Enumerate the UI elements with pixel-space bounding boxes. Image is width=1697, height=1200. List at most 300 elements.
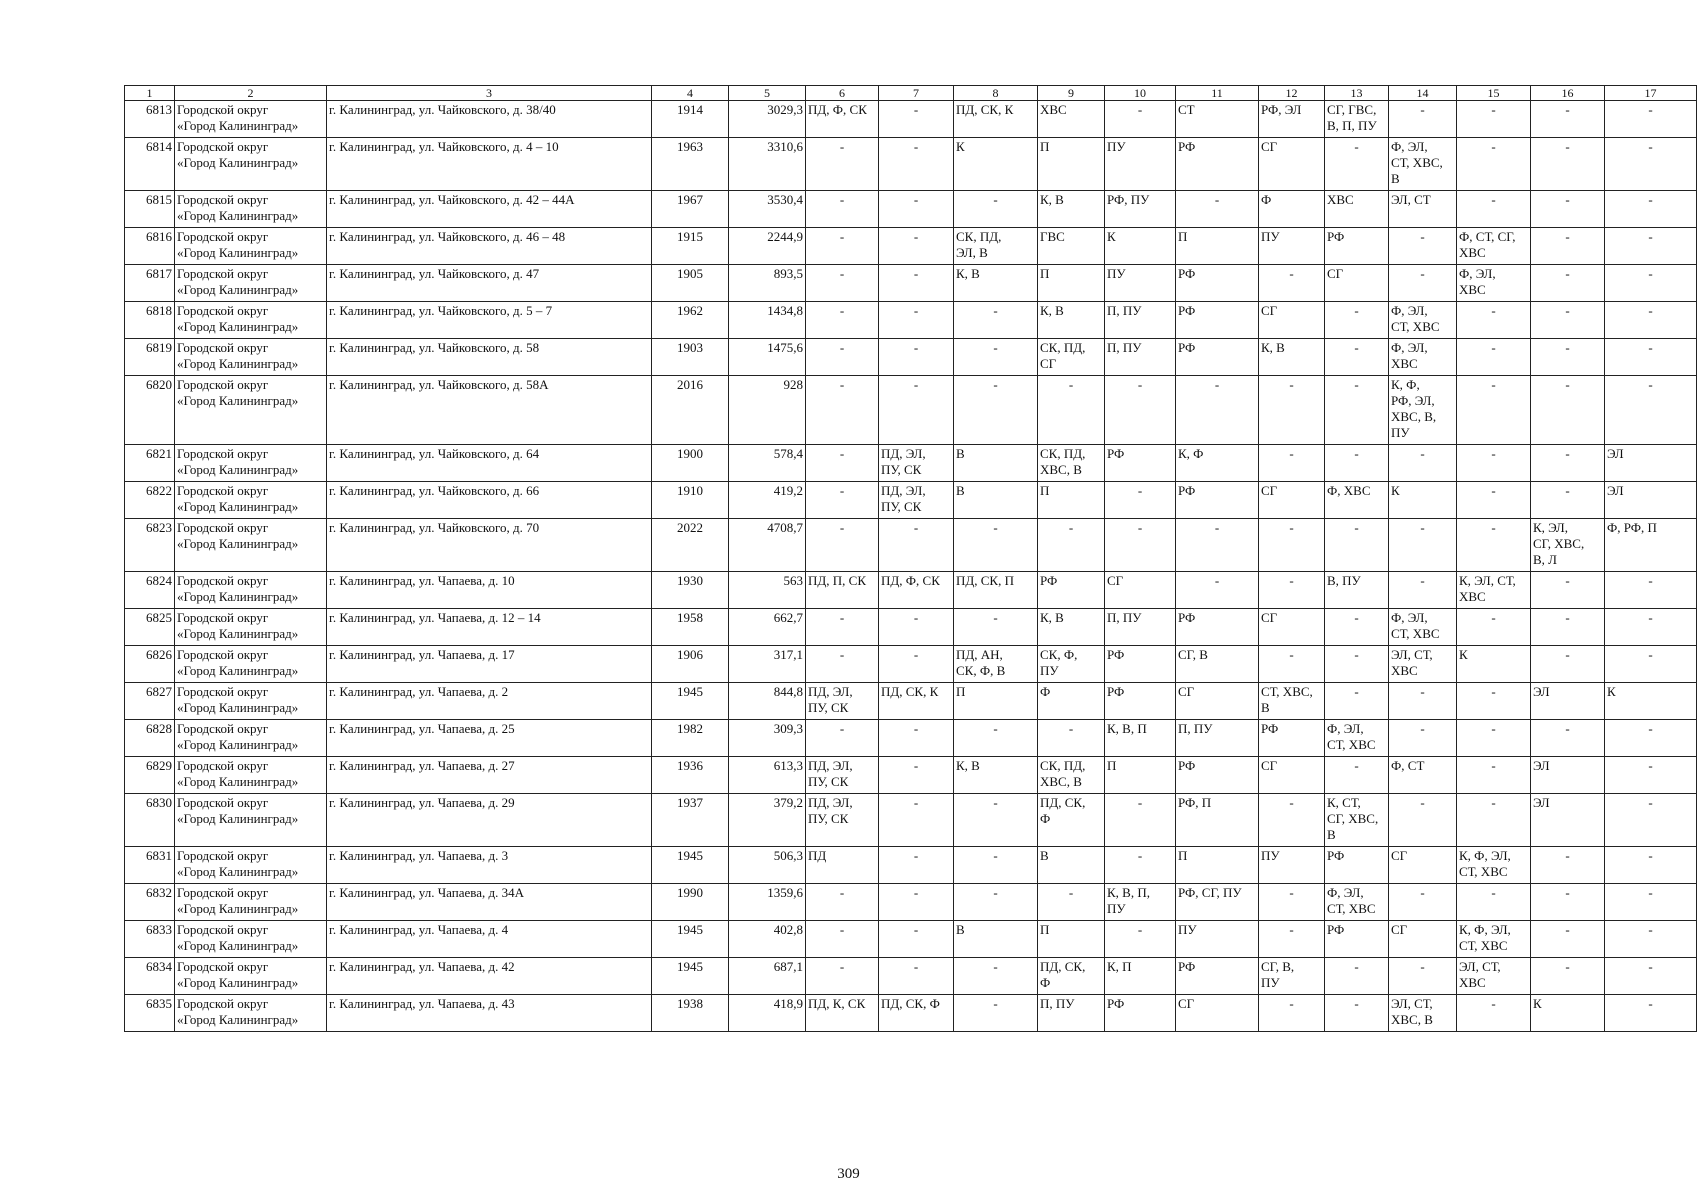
address-cell: г. Калининград, ул. Чапаева, д. 2: [327, 683, 652, 720]
work-code-cell-col14: -: [1389, 572, 1457, 609]
work-code-cell-col6: -: [806, 482, 879, 519]
work-code-cell-col8: К, В: [954, 757, 1038, 794]
work-code-cell-col12: СГ: [1259, 757, 1325, 794]
area-cell: 1434,8: [729, 302, 806, 339]
work-code-cell-col9: ГВС: [1038, 228, 1105, 265]
municipality-cell: Городской округ «Город Калининград»: [175, 884, 327, 921]
work-code-cell-col8: К, В: [954, 265, 1038, 302]
work-code-cell-col11: П: [1176, 847, 1259, 884]
work-code-cell-col8: ПД, АН, СК, Ф, В: [954, 646, 1038, 683]
work-code-cell-col14: -: [1389, 445, 1457, 482]
work-code-cell-col13: -: [1325, 339, 1389, 376]
work-code-cell-col12: СГ: [1259, 138, 1325, 191]
work-code-cell-col11: СГ: [1176, 995, 1259, 1032]
work-code-cell-col17: -: [1605, 757, 1697, 794]
work-code-cell-col6: -: [806, 265, 879, 302]
work-code-cell-col7: -: [879, 921, 954, 958]
work-code-cell-col10: П, ПУ: [1105, 609, 1176, 646]
work-code-cell-col16: -: [1531, 884, 1605, 921]
work-code-cell-col9: П: [1038, 921, 1105, 958]
work-code-cell-col11: РФ, П: [1176, 794, 1259, 847]
address-cell: г. Калининград, ул. Чайковского, д. 47: [327, 265, 652, 302]
work-code-cell-col7: ПД, Ф, СК: [879, 572, 954, 609]
municipality-cell: Городской округ «Город Калининград»: [175, 302, 327, 339]
address-cell: г. Калининград, ул. Чапаева, д. 10: [327, 572, 652, 609]
work-code-cell-col12: СГ: [1259, 609, 1325, 646]
address-cell: г. Калининград, ул. Чайковского, д. 64: [327, 445, 652, 482]
work-code-cell-col7: -: [879, 609, 954, 646]
year-cell: 1962: [652, 302, 729, 339]
work-code-cell-col11: ПУ: [1176, 921, 1259, 958]
work-code-cell-col16: ЭЛ: [1531, 757, 1605, 794]
year-cell: 1914: [652, 101, 729, 138]
work-code-cell-col11: РФ: [1176, 609, 1259, 646]
area-cell: 687,1: [729, 958, 806, 995]
area-cell: 844,8: [729, 683, 806, 720]
work-code-cell-col11: РФ: [1176, 265, 1259, 302]
work-code-cell-col13: -: [1325, 646, 1389, 683]
address-cell: г. Калининград, ул. Чайковского, д. 4 – 10: [327, 138, 652, 191]
table-row: [125, 995, 1697, 1032]
area-cell: 2244,9: [729, 228, 806, 265]
work-code-cell-col6: -: [806, 921, 879, 958]
work-code-cell-col6: -: [806, 720, 879, 757]
work-code-cell-col17: -: [1605, 609, 1697, 646]
work-code-cell-col17: -: [1605, 339, 1697, 376]
address-cell: г. Калининград, ул. Чайковского, д. 46 – 48: [327, 228, 652, 265]
work-code-cell-col10: -: [1105, 847, 1176, 884]
column-header-10: 10: [1105, 86, 1176, 101]
row-number-cell: 6828: [125, 720, 175, 757]
year-cell: 1945: [652, 683, 729, 720]
work-code-cell-col10: -: [1105, 482, 1176, 519]
work-code-cell-col13: РФ: [1325, 228, 1389, 265]
column-header-17: 17: [1605, 86, 1697, 101]
work-code-cell-col17: -: [1605, 958, 1697, 995]
municipality-cell: Городской округ «Город Калининград»: [175, 609, 327, 646]
work-code-cell-col16: ЭЛ: [1531, 794, 1605, 847]
row-number-cell: 6831: [125, 847, 175, 884]
work-code-cell-col16: -: [1531, 646, 1605, 683]
work-code-cell-col11: -: [1176, 191, 1259, 228]
year-cell: 1936: [652, 757, 729, 794]
work-code-cell-col9: РФ: [1038, 572, 1105, 609]
municipality-cell: Городской округ «Город Калининград»: [175, 519, 327, 572]
work-code-cell-col17: -: [1605, 228, 1697, 265]
work-code-cell-col16: -: [1531, 720, 1605, 757]
work-code-cell-col8: В: [954, 921, 1038, 958]
work-code-cell-col16: -: [1531, 958, 1605, 995]
municipality-cell: Городской округ «Город Калининград»: [175, 228, 327, 265]
work-code-cell-col17: -: [1605, 101, 1697, 138]
column-header-6: 6: [806, 86, 879, 101]
work-code-cell-col12: -: [1259, 572, 1325, 609]
year-cell: 1990: [652, 884, 729, 921]
column-header-16: 16: [1531, 86, 1605, 101]
row-number-cell: 6815: [125, 191, 175, 228]
area-cell: 418,9: [729, 995, 806, 1032]
row-number-cell: 6814: [125, 138, 175, 191]
work-code-cell-col14: -: [1389, 228, 1457, 265]
work-code-cell-col12: СТ, ХВС, В: [1259, 683, 1325, 720]
row-number-cell: 6817: [125, 265, 175, 302]
table-row: [125, 921, 1697, 958]
work-code-cell-col13: В, ПУ: [1325, 572, 1389, 609]
table-row: [125, 884, 1697, 921]
work-code-cell-col12: РФ, ЭЛ: [1259, 101, 1325, 138]
municipality-cell: Городской округ «Город Калининград»: [175, 191, 327, 228]
work-code-cell-col17: -: [1605, 302, 1697, 339]
work-code-cell-col14: Ф, СТ: [1389, 757, 1457, 794]
work-code-cell-col9: -: [1038, 376, 1105, 445]
year-cell: 1930: [652, 572, 729, 609]
table-row: [125, 101, 1697, 138]
work-code-cell-col7: ПД, ЭЛ, ПУ, СК: [879, 482, 954, 519]
table-row: [125, 265, 1697, 302]
work-code-cell-col12: -: [1259, 519, 1325, 572]
municipality-cell: Городской округ «Город Калининград»: [175, 683, 327, 720]
work-code-cell-col15: -: [1457, 683, 1531, 720]
municipality-cell: Городской округ «Город Калининград»: [175, 572, 327, 609]
area-cell: 317,1: [729, 646, 806, 683]
work-code-cell-col9: ПД, СК, Ф: [1038, 794, 1105, 847]
work-code-cell-col8: -: [954, 609, 1038, 646]
work-code-cell-col15: -: [1457, 884, 1531, 921]
work-code-cell-col9: В: [1038, 847, 1105, 884]
work-code-cell-col13: -: [1325, 757, 1389, 794]
column-header-11: 11: [1176, 86, 1259, 101]
work-code-cell-col12: СГ: [1259, 302, 1325, 339]
work-code-cell-col11: РФ: [1176, 302, 1259, 339]
work-code-cell-col16: -: [1531, 609, 1605, 646]
work-code-cell-col9: П: [1038, 482, 1105, 519]
work-code-cell-col13: -: [1325, 958, 1389, 995]
work-code-cell-col9: СК, ПД, СГ: [1038, 339, 1105, 376]
work-code-cell-col17: -: [1605, 572, 1697, 609]
work-code-cell-col7: -: [879, 376, 954, 445]
work-code-cell-col17: К: [1605, 683, 1697, 720]
table-row: [125, 958, 1697, 995]
table-header-row: [125, 86, 1697, 101]
work-code-cell-col15: -: [1457, 482, 1531, 519]
work-code-cell-col15: ЭЛ, СТ, ХВС: [1457, 958, 1531, 995]
work-code-cell-col6: ПД, ЭЛ, ПУ, СК: [806, 794, 879, 847]
work-code-cell-col8: -: [954, 191, 1038, 228]
work-code-cell-col16: К: [1531, 995, 1605, 1032]
table-row: [125, 720, 1697, 757]
row-number-cell: 6830: [125, 794, 175, 847]
column-header-9: 9: [1038, 86, 1105, 101]
work-code-cell-col9: СК, Ф, ПУ: [1038, 646, 1105, 683]
work-code-cell-col8: -: [954, 847, 1038, 884]
page-number: 309: [837, 1166, 860, 1182]
area-cell: 1475,6: [729, 339, 806, 376]
table-row: [125, 794, 1697, 847]
area-cell: 3310,6: [729, 138, 806, 191]
address-cell: г. Калининград, ул. Чайковского, д. 38/40: [327, 101, 652, 138]
work-code-cell-col10: РФ: [1105, 995, 1176, 1032]
year-cell: 2022: [652, 519, 729, 572]
work-code-cell-col6: -: [806, 339, 879, 376]
year-cell: 1900: [652, 445, 729, 482]
address-cell: г. Калининград, ул. Чайковского, д. 5 – 7: [327, 302, 652, 339]
year-cell: 1903: [652, 339, 729, 376]
work-code-cell-col12: -: [1259, 646, 1325, 683]
work-code-cell-col9: П: [1038, 265, 1105, 302]
municipality-cell: Городской округ «Город Калининград»: [175, 720, 327, 757]
address-cell: г. Калининград, ул. Чапаева, д. 27: [327, 757, 652, 794]
work-code-cell-col10: К, П: [1105, 958, 1176, 995]
work-code-cell-col16: -: [1531, 228, 1605, 265]
work-code-cell-col13: РФ: [1325, 847, 1389, 884]
municipality-cell: Городской округ «Город Калининград»: [175, 339, 327, 376]
work-code-cell-col9: СК, ПД, ХВС, В: [1038, 445, 1105, 482]
work-code-cell-col10: П, ПУ: [1105, 339, 1176, 376]
work-code-cell-col13: Ф, ЭЛ, СТ, ХВС: [1325, 720, 1389, 757]
work-code-cell-col14: -: [1389, 720, 1457, 757]
work-code-cell-col17: Ф, РФ, П: [1605, 519, 1697, 572]
work-code-cell-col15: -: [1457, 995, 1531, 1032]
area-cell: 4708,7: [729, 519, 806, 572]
row-number-cell: 6833: [125, 921, 175, 958]
address-cell: г. Калининград, ул. Чапаева, д. 25: [327, 720, 652, 757]
row-number-cell: 6835: [125, 995, 175, 1032]
work-code-cell-col6: -: [806, 228, 879, 265]
work-code-cell-col7: -: [879, 302, 954, 339]
work-code-cell-col8: -: [954, 995, 1038, 1032]
work-code-cell-col6: -: [806, 191, 879, 228]
work-code-cell-col14: ЭЛ, СТ, ХВС, В: [1389, 995, 1457, 1032]
work-code-cell-col8: -: [954, 519, 1038, 572]
column-header-4: 4: [652, 86, 729, 101]
work-code-cell-col11: РФ: [1176, 138, 1259, 191]
work-code-cell-col15: -: [1457, 794, 1531, 847]
work-code-cell-col7: -: [879, 228, 954, 265]
work-code-cell-col9: Ф: [1038, 683, 1105, 720]
municipality-cell: Городской округ «Город Калининград»: [175, 376, 327, 445]
municipality-cell: Городской округ «Город Калининград»: [175, 138, 327, 191]
work-code-cell-col15: -: [1457, 757, 1531, 794]
work-code-cell-col12: -: [1259, 921, 1325, 958]
table-row: [125, 572, 1697, 609]
work-code-cell-col6: ПД, К, СК: [806, 995, 879, 1032]
work-code-cell-col13: -: [1325, 683, 1389, 720]
work-code-cell-col13: -: [1325, 138, 1389, 191]
work-code-cell-col11: РФ: [1176, 958, 1259, 995]
work-code-cell-col11: РФ: [1176, 339, 1259, 376]
work-code-cell-col17: -: [1605, 794, 1697, 847]
work-code-cell-col13: К, СТ, СГ, ХВС, В: [1325, 794, 1389, 847]
column-header-15: 15: [1457, 86, 1531, 101]
work-code-cell-col7: ПД, СК, К: [879, 683, 954, 720]
area-cell: 928: [729, 376, 806, 445]
work-code-cell-col12: СГ: [1259, 482, 1325, 519]
work-code-cell-col16: -: [1531, 302, 1605, 339]
work-code-cell-col14: Ф, ЭЛ, СТ, ХВС, В: [1389, 138, 1457, 191]
work-code-cell-col8: -: [954, 302, 1038, 339]
work-code-cell-col15: К, Ф, ЭЛ, СТ, ХВС: [1457, 847, 1531, 884]
address-cell: г. Калининград, ул. Чайковского, д. 58А: [327, 376, 652, 445]
table-row: [125, 339, 1697, 376]
table-row: [125, 302, 1697, 339]
work-code-cell-col16: -: [1531, 101, 1605, 138]
work-code-cell-col9: -: [1038, 884, 1105, 921]
table-row: [125, 228, 1697, 265]
work-code-cell-col15: -: [1457, 376, 1531, 445]
work-code-cell-col7: -: [879, 519, 954, 572]
work-code-cell-col16: -: [1531, 138, 1605, 191]
area-cell: 662,7: [729, 609, 806, 646]
work-code-cell-col17: -: [1605, 138, 1697, 191]
work-code-cell-col15: -: [1457, 339, 1531, 376]
table-row: [125, 646, 1697, 683]
work-code-cell-col12: -: [1259, 445, 1325, 482]
work-code-cell-col12: -: [1259, 794, 1325, 847]
row-number-cell: 6823: [125, 519, 175, 572]
area-cell: 563: [729, 572, 806, 609]
work-code-cell-col9: ПД, СК, Ф: [1038, 958, 1105, 995]
municipality-cell: Городской округ «Город Калининград»: [175, 646, 327, 683]
table-body: [125, 101, 1697, 1032]
municipality-cell: Городской округ «Город Калининград»: [175, 794, 327, 847]
work-code-cell-col16: -: [1531, 921, 1605, 958]
area-cell: 402,8: [729, 921, 806, 958]
work-code-cell-col7: ПД, СК, Ф: [879, 995, 954, 1032]
work-code-cell-col8: -: [954, 794, 1038, 847]
work-code-cell-col12: РФ: [1259, 720, 1325, 757]
work-code-cell-col13: СГ: [1325, 265, 1389, 302]
work-code-cell-col14: -: [1389, 519, 1457, 572]
year-cell: 1906: [652, 646, 729, 683]
work-code-cell-col12: -: [1259, 995, 1325, 1032]
row-number-cell: 6834: [125, 958, 175, 995]
work-code-cell-col10: РФ: [1105, 683, 1176, 720]
area-cell: 613,3: [729, 757, 806, 794]
work-code-cell-col8: В: [954, 445, 1038, 482]
work-code-cell-col16: -: [1531, 265, 1605, 302]
work-code-cell-col9: К, В: [1038, 609, 1105, 646]
work-code-cell-col11: СГ: [1176, 683, 1259, 720]
work-code-cell-col13: -: [1325, 302, 1389, 339]
work-code-cell-col10: К, В, П, ПУ: [1105, 884, 1176, 921]
work-code-cell-col8: -: [954, 884, 1038, 921]
area-cell: 506,3: [729, 847, 806, 884]
table-row: [125, 191, 1697, 228]
work-code-cell-col16: ЭЛ: [1531, 683, 1605, 720]
work-code-cell-col6: -: [806, 138, 879, 191]
work-code-cell-col12: -: [1259, 376, 1325, 445]
row-number-cell: 6825: [125, 609, 175, 646]
table-row: [125, 847, 1697, 884]
work-code-cell-col11: -: [1176, 519, 1259, 572]
work-code-cell-col17: ЭЛ: [1605, 482, 1697, 519]
work-code-cell-col14: Ф, ЭЛ, ХВС: [1389, 339, 1457, 376]
work-code-cell-col6: -: [806, 884, 879, 921]
work-code-cell-col12: -: [1259, 884, 1325, 921]
work-code-cell-col13: РФ: [1325, 921, 1389, 958]
work-code-cell-col7: -: [879, 757, 954, 794]
work-code-cell-col13: ХВС: [1325, 191, 1389, 228]
work-code-cell-col16: -: [1531, 445, 1605, 482]
column-header-3: 3: [327, 86, 652, 101]
work-code-cell-col10: -: [1105, 794, 1176, 847]
work-code-cell-col14: -: [1389, 683, 1457, 720]
work-code-cell-col6: ПД, П, СК: [806, 572, 879, 609]
work-code-cell-col7: -: [879, 138, 954, 191]
work-code-cell-col11: РФ, СГ, ПУ: [1176, 884, 1259, 921]
work-code-cell-col12: К, В: [1259, 339, 1325, 376]
year-cell: 1982: [652, 720, 729, 757]
work-code-cell-col17: ЭЛ: [1605, 445, 1697, 482]
work-code-cell-col15: -: [1457, 191, 1531, 228]
work-code-cell-col11: СГ, В: [1176, 646, 1259, 683]
work-code-cell-col17: -: [1605, 720, 1697, 757]
work-code-cell-col10: РФ: [1105, 445, 1176, 482]
work-code-cell-col10: РФ: [1105, 646, 1176, 683]
table-row: [125, 482, 1697, 519]
column-header-2: 2: [175, 86, 327, 101]
area-cell: 1359,6: [729, 884, 806, 921]
year-cell: 1915: [652, 228, 729, 265]
year-cell: 1945: [652, 958, 729, 995]
work-code-cell-col11: СТ: [1176, 101, 1259, 138]
work-code-cell-col15: К: [1457, 646, 1531, 683]
address-cell: г. Калининград, ул. Чайковского, д. 70: [327, 519, 652, 572]
work-code-cell-col11: -: [1176, 572, 1259, 609]
row-number-cell: 6827: [125, 683, 175, 720]
column-header-14: 14: [1389, 86, 1457, 101]
work-code-cell-col8: ПД, СК, П: [954, 572, 1038, 609]
work-code-cell-col6: -: [806, 646, 879, 683]
work-code-cell-col14: -: [1389, 101, 1457, 138]
area-cell: 893,5: [729, 265, 806, 302]
municipality-cell: Городской округ «Город Калининград»: [175, 995, 327, 1032]
address-cell: г. Калининград, ул. Чапаева, д. 3: [327, 847, 652, 884]
work-code-cell-col7: -: [879, 646, 954, 683]
work-code-cell-col7: -: [879, 191, 954, 228]
row-number-cell: 6826: [125, 646, 175, 683]
work-code-cell-col10: ПУ: [1105, 138, 1176, 191]
work-code-cell-col7: -: [879, 794, 954, 847]
work-code-cell-col7: -: [879, 101, 954, 138]
work-code-cell-col15: Ф, СТ, СГ, ХВС: [1457, 228, 1531, 265]
work-code-cell-col11: РФ: [1176, 482, 1259, 519]
municipality-cell: Городской округ «Город Калининград»: [175, 847, 327, 884]
table-row: [125, 376, 1697, 445]
address-cell: г. Калининград, ул. Чайковского, д. 66: [327, 482, 652, 519]
year-cell: 1937: [652, 794, 729, 847]
work-code-cell-col14: ЭЛ, СТ, ХВС: [1389, 646, 1457, 683]
work-code-cell-col15: -: [1457, 138, 1531, 191]
work-code-cell-col10: СГ: [1105, 572, 1176, 609]
work-code-cell-col8: -: [954, 720, 1038, 757]
work-code-cell-col9: СК, ПД, ХВС, В: [1038, 757, 1105, 794]
work-code-cell-col13: -: [1325, 995, 1389, 1032]
municipality-cell: Городской округ «Город Калининград»: [175, 921, 327, 958]
column-header-5: 5: [729, 86, 806, 101]
work-code-cell-col8: -: [954, 339, 1038, 376]
work-code-cell-col10: П: [1105, 757, 1176, 794]
table-row: [125, 757, 1697, 794]
work-code-cell-col15: -: [1457, 519, 1531, 572]
work-code-cell-col13: -: [1325, 445, 1389, 482]
work-code-cell-col16: -: [1531, 376, 1605, 445]
row-number-cell: 6820: [125, 376, 175, 445]
municipality-cell: Городской округ «Город Калининград»: [175, 482, 327, 519]
work-code-cell-col6: -: [806, 609, 879, 646]
area-cell: 578,4: [729, 445, 806, 482]
work-code-cell-col17: -: [1605, 847, 1697, 884]
